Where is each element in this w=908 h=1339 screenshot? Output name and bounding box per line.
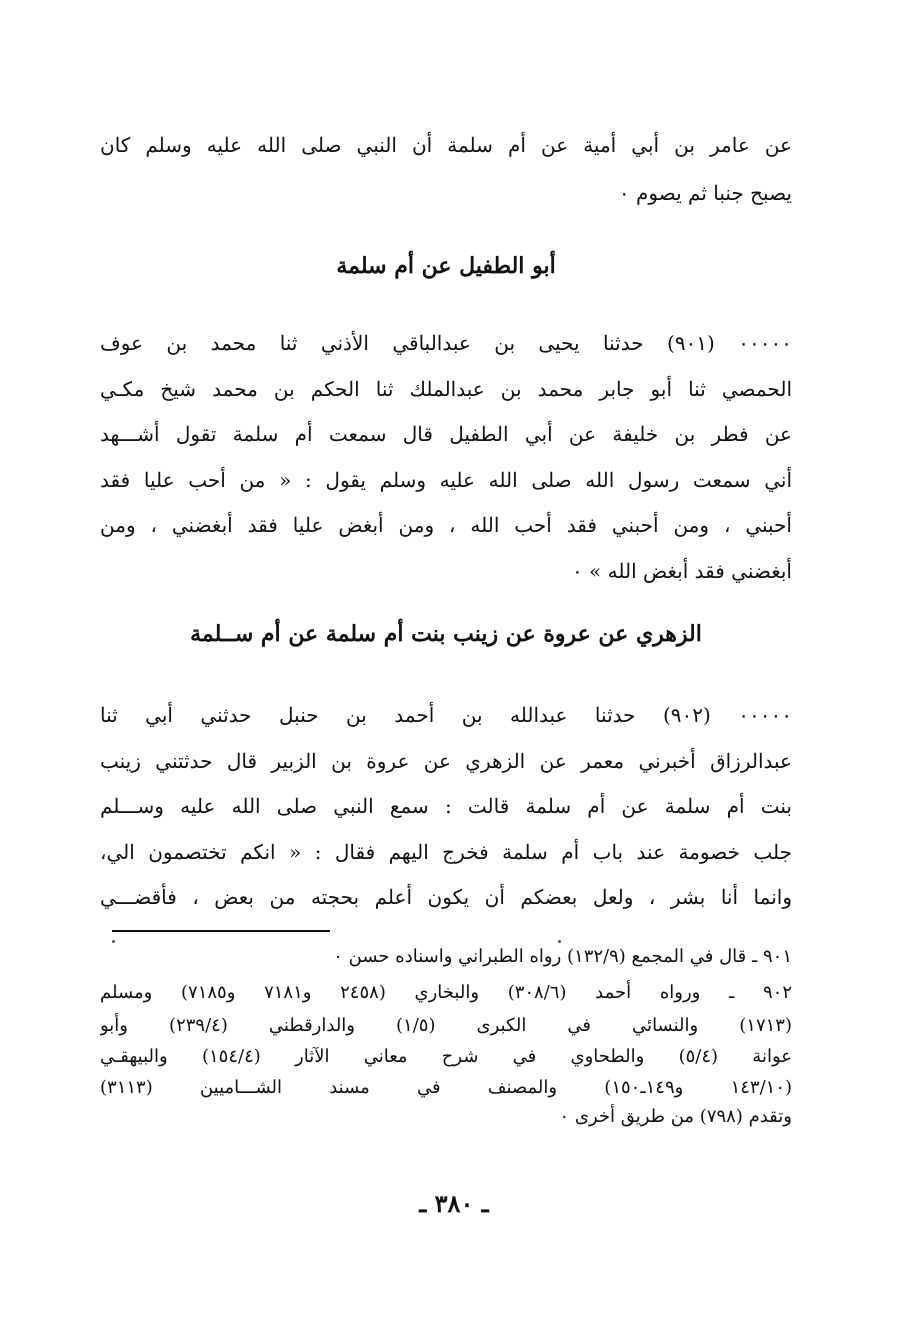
hadith-902-line-3: بنت أم سلمة عن أم سلمة قالت : سمع النبي صلى الله عليه وســـلم	[100, 794, 792, 818]
hadith-901-line-5: أحبني ، ومن أحبني فقد أحب الله ، ومن أبغض عليا فقد أبغضني ، ومن	[100, 513, 792, 537]
hadith-901-line-2: الحمصي ثنا أبو جابر محمد بن عبدالملك ثنا الحكم بن محمد شيخ مكـي	[100, 377, 792, 401]
footnote-902-line-2: (١٧١٣) والنسائي في الكبرى (١/٥) والدارقطني (٢٣٩/٤) وأبو	[100, 1015, 792, 1036]
hadith-902-line-4: جلب خصومة عند باب أم سلمة فخرج اليهم فقال : « انكم تختصمون الي،	[100, 840, 792, 864]
hadith-902-line-1: ٠٠٠٠٠ (٩٠٢) حدثنا عبدالله بن أحمد بن حنبل حدثني أبي ثنا	[100, 703, 792, 727]
hadith-902-line-2: عبدالرزاق أخبرني معمر عن الزهري عن عروة بن الزبير قال حدثتني زينب	[100, 749, 792, 773]
hadith-901-line-3: عن فطر بن خليفة عن أبي الطفيل قال سمعت أم سلمة تقول أشـــهد	[100, 422, 792, 446]
page-number: ـ ٣٨٠ ـ	[419, 1189, 489, 1218]
footnote-902-line-3: عوانة (٥/٤) والطحاوي في شرح معاني الآثار (١٥٤/٤) والبيهقـي	[100, 1046, 792, 1067]
intro-line-2: يصبح جنبا ثم يصوم ٠	[618, 181, 792, 205]
hadith-901-line-4: أني سمعت رسول الله صلى الله عليه وسلم يقول : « من أحب عليا فقد	[100, 468, 792, 492]
footnote-901: ٩٠١ ـ قال في المجمع (١٣٢/٩) رواه الطبراني واسناده حسن ٠	[333, 946, 792, 967]
section-heading-2: الزهري عن عروة عن زينب بنت أم سلمة عن أم ســلمة	[190, 621, 702, 647]
section-heading-1: أبو الطفيل عن أم سلمة	[336, 253, 556, 279]
hadith-902-line-5: وانما أنا بشر ، ولعل بعضكم أن يكون أعلم بحجته من بعض ، فأقضـــي	[100, 885, 792, 909]
intro-line-1: عن عامر بن أبي أمية عن أم سلمة أن النبي صلى الله عليه وسلم كان	[100, 133, 792, 157]
hadith-901-line-1: ٠٠٠٠٠ (٩٠١) حدثنا يحيى بن عبدالباقي الأذني ثنا محمد بن عوف	[100, 331, 792, 355]
footnote-902-line-1: ٩٠٢ ـ ورواه أحمد (٣٠٨/٦) والبخاري (٢٤٥٨ و٧١٨١ و٧١٨٥) ومسلم	[100, 982, 792, 1003]
scan-speck	[558, 940, 561, 943]
hadith-901-line-6: أبغضني فقد أبغض الله » ٠	[571, 559, 792, 583]
footnote-divider	[112, 930, 330, 932]
footnote-902-line-5: وتقدم (٧٩٨) من طريق أخرى ٠	[559, 1106, 792, 1127]
scan-speck	[112, 940, 115, 943]
footnote-902-line-4: (١٤٣/١٠ و١٤٩ـ١٥٠) والمصنف في مسند الشـــاميين (٣١١٣)	[100, 1077, 792, 1098]
